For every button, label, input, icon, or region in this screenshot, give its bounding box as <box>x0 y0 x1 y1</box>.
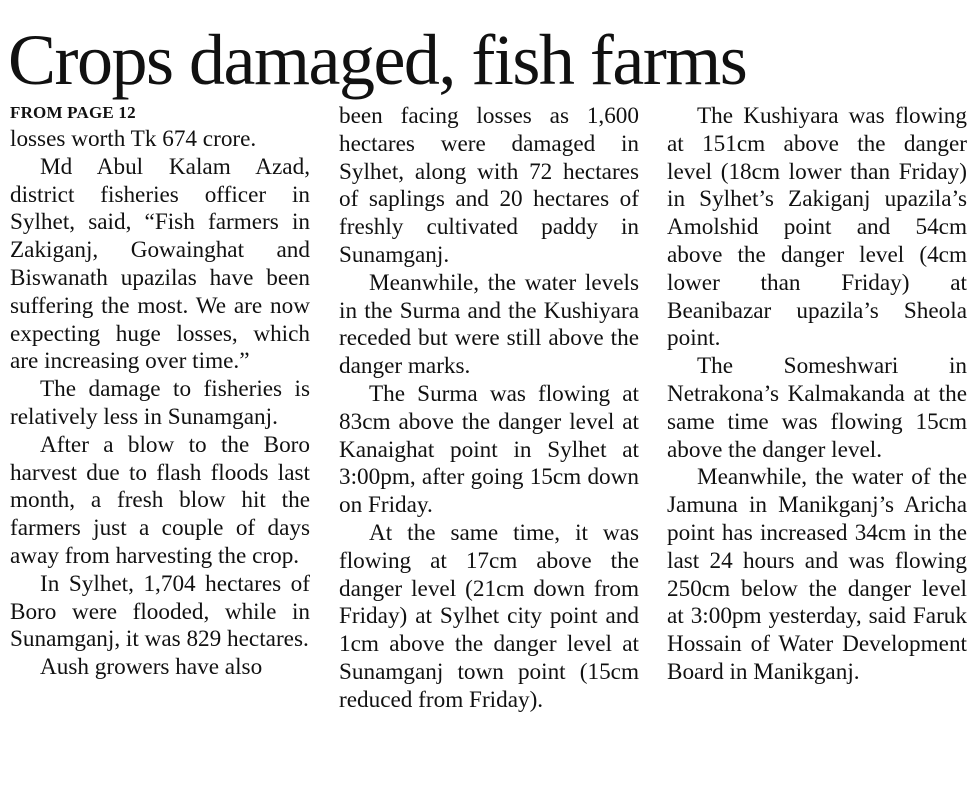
paragraph: The damage to fisheries is relatively less in Sunamganj. <box>10 376 310 430</box>
paragraph: Md Abul Kalam Azad, district fisheries officer in Sylhet, said, “Fish farmers in Zakiganj, Gowainghat and Biswanath upazilas have been suffering the most. We are now expecting huge losses, which are increasing over time.” <box>10 153 310 375</box>
article-column-3 <box>667 103 967 687</box>
paragraph: The Surma was flowing at 83cm above the danger level at Kanaighat point in Sylhet at 3:00pm, after going 15cm down on Friday. <box>339 380 639 519</box>
paragraph: At the same time, it was flowing at 17cm above the danger level (21cm down from Friday) at Sylhet city point and 1cm above the danger level at Sunamganj town point (15cm reduced from Friday). <box>339 519 639 713</box>
paragraph: been facing losses as 1,600 hectares were damaged in Sylhet, along with 72 hectares of saplings and 20 hectares of freshly cultivated paddy in Sunamganj. <box>339 103 639 268</box>
paragraph: losses worth Tk 674 crore. <box>10 126 257 152</box>
paragraph: Meanwhile, the water of the Jamuna in Manikganj’s Aricha point has increased 34cm in the last 24 hours and was flowing 250cm below the danger level at 3:00pm yesterday, said Faruk Hossain of Water Development Board in Manikganj. <box>667 464 967 685</box>
paragraph: After a blow to the Boro harvest due to flash floods last month, a fresh blow hit the farmers just a couple of days away from harvesting the crop. <box>10 431 310 569</box>
paragraph: The Kushiyara was flowing at 151cm above the danger level (18cm lower than Friday) in Sylhet’s Zakiganj upazila’s Amolshid point and 54cm above the danger level (4cm lower than Friday) at Beanibazar upazila’s Sheola point. <box>667 103 967 352</box>
paragraph: In Sylhet, 1,704 hectares of Boro were flooded, while in Sunamganj, it was 829 hectares. <box>10 570 310 653</box>
continued-from-label: FROM PAGE 12 <box>10 103 136 122</box>
paragraph: Aush growers have also <box>40 654 263 681</box>
headline: Crops damaged, fish farms <box>8 20 747 100</box>
article-column-2 <box>339 103 639 715</box>
paragraph: The Someshwari in Netrakona’s Kalmakanda at the same time was flowing 15cm above the danger level. <box>667 353 967 463</box>
article-column-1 <box>10 103 310 682</box>
paragraph: Meanwhile, the water levels in the Surma and the Kushiyara receded but were still above the danger marks. <box>339 269 639 380</box>
